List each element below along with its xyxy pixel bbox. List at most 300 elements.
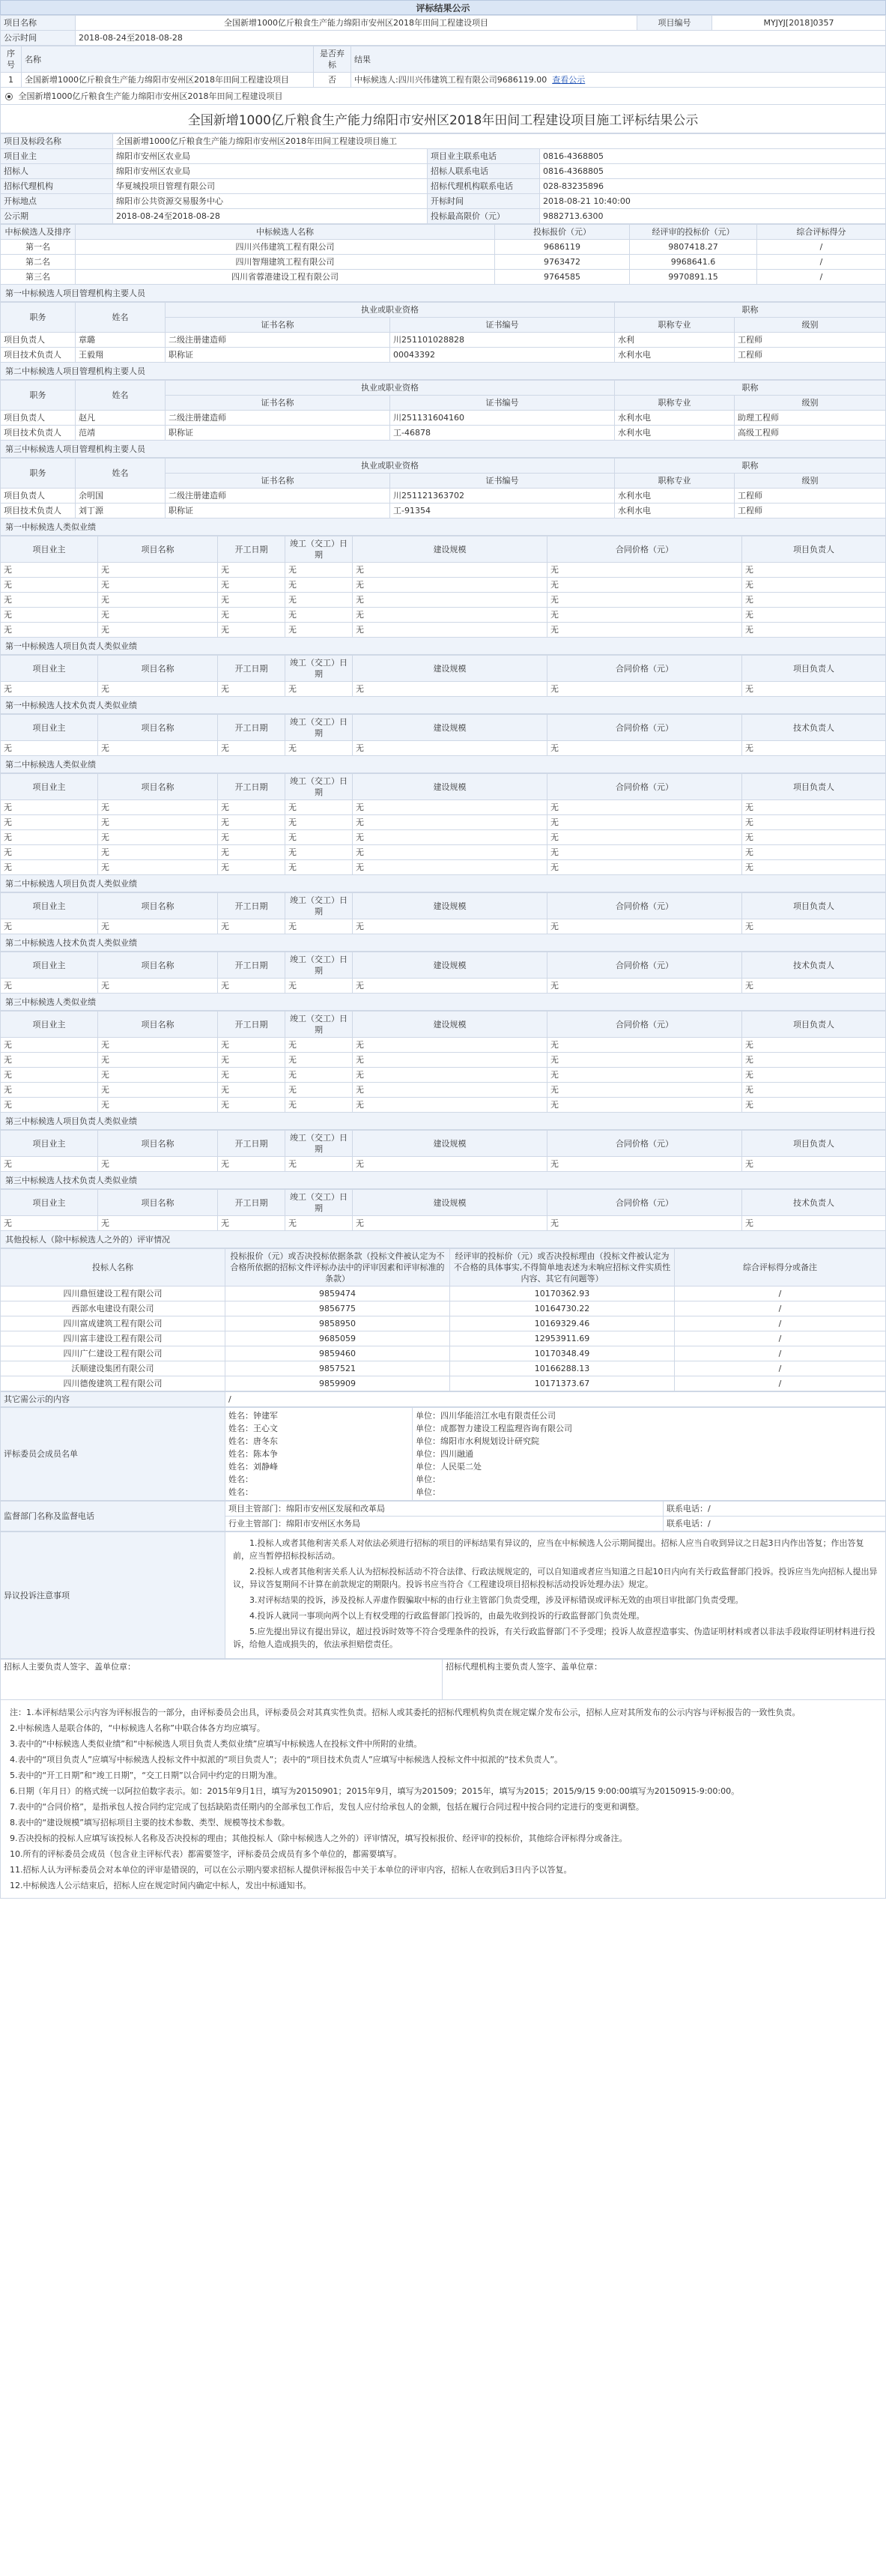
owner-phone-value: 0816-4368805 bbox=[540, 149, 886, 164]
perf-cell: 无 bbox=[1, 1038, 98, 1053]
note-item: 6.日期（年月日）的格式统一以阿拉伯数字表示。如：2015年9月1日，填写为20150901；2015年9月，填写为201509；2015年，填写为2015；2015/9/15 9:00:00填写为20150915-9:00:00。 bbox=[10, 1786, 740, 1796]
perf-cell: 无 bbox=[742, 800, 886, 815]
perf-cell: 无 bbox=[547, 741, 742, 756]
perf-col: 项目业主 bbox=[1, 715, 98, 741]
other-bidder-bid: 9859909 bbox=[225, 1376, 450, 1391]
project-name-label: 项目名称 bbox=[1, 16, 76, 31]
ph-cert-group: 执业或职业资格 bbox=[166, 303, 615, 318]
perf-cell: 无 bbox=[98, 608, 218, 623]
ph-cert-group: 执业或职业资格 bbox=[166, 381, 615, 396]
perf-cell: 无 bbox=[218, 1083, 285, 1098]
perf-cell: 无 bbox=[98, 623, 218, 638]
perf-cell: 无 bbox=[547, 815, 742, 830]
person-level: 高级工程师 bbox=[735, 426, 886, 441]
perf-cell: 无 bbox=[1, 682, 98, 697]
sections-list-table bbox=[0, 46, 886, 88]
perf-cell: 无 bbox=[285, 1083, 353, 1098]
period-value: 2018-08-24至2018-08-28 bbox=[113, 209, 428, 224]
objection-label: 异议投诉注意事项 bbox=[1, 1532, 225, 1659]
candidate-score: / bbox=[757, 240, 886, 255]
personnel-row bbox=[1, 333, 886, 348]
perf-col: 竣工（交工）日期 bbox=[285, 536, 353, 563]
performance-heading: 第一中标候选人技术负责人类似业绩 bbox=[0, 697, 886, 714]
other-bidder-row bbox=[1, 1301, 886, 1316]
member-unit: 单位： bbox=[416, 1475, 440, 1484]
perf-cell: 无 bbox=[285, 800, 353, 815]
dept1-label: 项目主管部门： bbox=[228, 1504, 286, 1514]
note-item: 2.中标候选人是联合体的，“中标候选人名称”中联合体各方均应填写。 bbox=[10, 1723, 265, 1733]
perf-col: 合同价格（元） bbox=[547, 656, 742, 682]
performance-heading: 第三中标候选人项目负责人类似业绩 bbox=[0, 1113, 886, 1130]
publicity-time-value: 2018-08-24至2018-08-28 bbox=[76, 31, 886, 46]
personnel-table bbox=[0, 380, 886, 441]
perf-col: 建设规模 bbox=[353, 1190, 547, 1216]
others-col-eval: 经评审的投标价（元）或否决投标理由（投标文件被认定为不合格的具体事实,不得简单地表述为未响应招标文件实质性内容、其它有问题等） bbox=[450, 1249, 675, 1287]
perf-cell: 无 bbox=[742, 830, 886, 845]
perf-cell: 无 bbox=[353, 741, 547, 756]
person-major: 水利 bbox=[615, 333, 735, 348]
perf-cell: 无 bbox=[285, 578, 353, 593]
performance-row bbox=[1, 919, 886, 934]
perf-cell: 无 bbox=[285, 608, 353, 623]
ph-major: 职称专业 bbox=[615, 318, 735, 333]
owner-value: 绵阳市安州区农业局 bbox=[113, 149, 428, 164]
perf-col: 项目名称 bbox=[98, 952, 218, 979]
perf-cell: 无 bbox=[1, 563, 98, 578]
performance-table bbox=[0, 655, 886, 697]
perf-col: 合同价格（元） bbox=[547, 774, 742, 800]
perf-cell: 无 bbox=[742, 1053, 886, 1068]
performance-table bbox=[0, 1011, 886, 1113]
section-selector[interactable] bbox=[0, 88, 886, 105]
personnel-row bbox=[1, 348, 886, 363]
committee-label: 评标委员会成员名单 bbox=[1, 1408, 225, 1501]
note-item: 3.表中的“中标候选人类似业绩”和“中标候选人项目负责人类似业绩”应填写中标候选人在投标文件中所附的业绩。 bbox=[10, 1739, 422, 1749]
perf-col: 竣工（交工）日期 bbox=[285, 1012, 353, 1038]
candidates-body bbox=[1, 240, 886, 285]
perf-cell: 无 bbox=[742, 919, 886, 934]
perf-cell: 无 bbox=[353, 608, 547, 623]
personnel-table bbox=[0, 302, 886, 363]
perf-cell: 无 bbox=[218, 1098, 285, 1113]
cand-col-bid: 投标报价（元） bbox=[495, 225, 630, 240]
member-unit: 单位：四川华能涪江水电有限责任公司 bbox=[416, 1411, 556, 1421]
performance-table bbox=[0, 1189, 886, 1231]
perf-cell: 无 bbox=[1, 1083, 98, 1098]
ph-cert-no: 证书编号 bbox=[390, 396, 615, 411]
others-col-note: 综合评标得分或备注 bbox=[675, 1249, 886, 1287]
perf-col: 开工日期 bbox=[218, 952, 285, 979]
perf-cell: 无 bbox=[1, 1216, 98, 1231]
member-name: 姓名： bbox=[228, 1487, 253, 1497]
perf-cell: 无 bbox=[285, 1098, 353, 1113]
perf-cell: 无 bbox=[353, 563, 547, 578]
perf-col: 项目业主 bbox=[1, 1012, 98, 1038]
other-bidder-row bbox=[1, 1346, 886, 1361]
perf-col: 合同价格（元） bbox=[547, 893, 742, 919]
other-bidder-name: 四川富丰建设工程有限公司 bbox=[1, 1331, 225, 1346]
perf-cell: 无 bbox=[1, 1053, 98, 1068]
owner-label: 项目业主 bbox=[1, 149, 113, 164]
perf-col: 建设规模 bbox=[353, 715, 547, 741]
place-label: 开标地点 bbox=[1, 194, 113, 209]
perf-cell: 无 bbox=[547, 845, 742, 860]
performance-table bbox=[0, 1130, 886, 1172]
perf-cell: 无 bbox=[547, 830, 742, 845]
perf-col: 建设规模 bbox=[353, 952, 547, 979]
perf-cell: 无 bbox=[98, 845, 218, 860]
note-item: 注：1.本评标结果公示内容为评标报告的一部分，由评标委员会出具，评标委员会对其真实性负责。招标人或其委托的招标代理机构负责在规定媒介发布公示，招标人应对其所发布的公示内容与评标报告的一致性负责。 bbox=[10, 1708, 801, 1717]
signature-left: 招标人主要负责人签字、盖单位章： bbox=[1, 1660, 443, 1700]
other-bidder-row bbox=[1, 1361, 886, 1376]
performance-row bbox=[1, 623, 886, 638]
person-name: 刘丁源 bbox=[76, 504, 166, 518]
perf-cell: 无 bbox=[218, 593, 285, 608]
perf-cell: 无 bbox=[742, 815, 886, 830]
perf-cell: 无 bbox=[98, 1216, 218, 1231]
perf-col: 项目业主 bbox=[1, 1131, 98, 1157]
candidates-table bbox=[0, 224, 886, 285]
performance-row bbox=[1, 1053, 886, 1068]
perf-cell: 无 bbox=[98, 1068, 218, 1083]
perf-cell: 无 bbox=[1, 578, 98, 593]
objection-item: 2.投标人或者其他利害关系人认为招标投标活动不符合法律、行政法规规定的，可以自知道或者应当知道之日起10日内向有关行政监督部门投诉。投诉应当先向招标人提出异议，异议答复期间不计算在前款规定的期限内。投诉书应当符合《工程建设项目招标投标活动投诉处理办法》规定。 bbox=[233, 1567, 878, 1589]
col-no: 序号 bbox=[1, 46, 22, 73]
project-no-value: MYJYJ[2018]0357 bbox=[712, 16, 886, 31]
perf-cell: 无 bbox=[742, 593, 886, 608]
perf-cell: 无 bbox=[285, 845, 353, 860]
perf-cell: 无 bbox=[742, 1216, 886, 1231]
notes-block bbox=[0, 1700, 886, 1899]
open-time-label: 开标时间 bbox=[428, 194, 540, 209]
perf-cell: 无 bbox=[742, 1083, 886, 1098]
objection-item: 5.应先提出异议有提出异议，超过投诉时效等不符合受理条件的投诉，有关行政监督部门不予受理；投诉人故意捏造事实、伪造证明材料或者以非法手段取得证明材料进行投诉，给他人造成损失的，依法承担赔偿责任。 bbox=[233, 1627, 876, 1649]
note-item: 10.所有的评标委员会成员（包含业主评标代表）都需要签字，评标委员会成员有多个单位的，都需要填写。 bbox=[10, 1849, 402, 1859]
perf-cell: 无 bbox=[98, 800, 218, 815]
perf-col: 项目名称 bbox=[98, 1012, 218, 1038]
committee-units bbox=[413, 1408, 886, 1501]
note-item: 4.表中的“项目负责人”应填写中标候选人投标文件中拟派的“项目负责人”；表中的“项目技术负责人”应填写中标候选人投标文件中拟派的“技术负责人”。 bbox=[10, 1755, 563, 1765]
radio-selected-icon[interactable] bbox=[5, 93, 13, 100]
perf-cell: 无 bbox=[1, 800, 98, 815]
others-col-name: 投标人名称 bbox=[1, 1249, 225, 1287]
objection-item: 1.投标人或者其他利害关系人对依法必须进行招标的项目的评标结果有异议的，应当在中标候选人公示期间提出。招标人应当自收到异议之日起3日内作出答复；作出答复前，应当暂停招标投标活动。 bbox=[233, 1538, 864, 1561]
member-name: 姓名：唐冬东 bbox=[228, 1436, 278, 1446]
cand-col-score: 综合评标得分 bbox=[757, 225, 886, 240]
dept1-cell bbox=[225, 1502, 664, 1517]
other-bidder-name: 四川富成建筑工程有限公司 bbox=[1, 1316, 225, 1331]
others-body bbox=[1, 1287, 886, 1391]
selected-section-label: 全国新增1000亿斤粮食生产能力绵阳市安州区2018年田间工程建设项目 bbox=[18, 91, 283, 101]
section-row bbox=[1, 73, 886, 88]
perf-cell: 无 bbox=[353, 1098, 547, 1113]
committee-body bbox=[1, 1408, 886, 1501]
perf-cell: 无 bbox=[98, 860, 218, 875]
perf-col: 技术负责人 bbox=[742, 1190, 886, 1216]
performance-heading: 第二中标候选人项目负责人类似业绩 bbox=[0, 875, 886, 892]
personnel-row bbox=[1, 489, 886, 504]
ph-title-group: 职称 bbox=[615, 381, 886, 396]
section-name: 全国新增1000亿斤粮食生产能力绵阳市安州区2018年田间工程建设项目 bbox=[22, 73, 314, 88]
perf-cell: 无 bbox=[742, 1038, 886, 1053]
cand-col-rank: 中标候选人及排序 bbox=[1, 225, 76, 240]
perf-cell: 无 bbox=[547, 608, 742, 623]
perf-cell: 无 bbox=[218, 830, 285, 845]
perf-cell: 无 bbox=[285, 979, 353, 994]
performance-heading: 第三中标候选人类似业绩 bbox=[0, 994, 886, 1011]
perf-cell: 无 bbox=[353, 578, 547, 593]
perf-col: 项目名称 bbox=[98, 536, 218, 563]
perf-cell: 无 bbox=[547, 1083, 742, 1098]
perf-col: 开工日期 bbox=[218, 715, 285, 741]
ph-cert-name: 证书名称 bbox=[166, 396, 390, 411]
ph-major: 职称专业 bbox=[615, 474, 735, 489]
perf-cell: 无 bbox=[285, 682, 353, 697]
other-bidder-eval: 10166288.13 bbox=[450, 1361, 675, 1376]
performance-row bbox=[1, 860, 886, 875]
perf-cell: 无 bbox=[547, 1053, 742, 1068]
project-owner-value: 全国新增1000亿斤粮食生产能力绵阳市安州区2018年田间工程建设项目施工 bbox=[113, 134, 886, 149]
other-bidder-note: / bbox=[675, 1346, 886, 1361]
others-col-bid: 投标报价（元）或否决投标依据条款（投标文件被认定为不合格所依据的招标文件评标办法中的评审因素和评审标准的条款） bbox=[225, 1249, 450, 1287]
perf-cell: 无 bbox=[353, 845, 547, 860]
performance-heading: 第一中标候选人类似业绩 bbox=[0, 518, 886, 536]
perf-col: 项目业主 bbox=[1, 774, 98, 800]
perf-cell: 无 bbox=[742, 1068, 886, 1083]
performance-heading: 第一中标候选人项目负责人类似业绩 bbox=[0, 638, 886, 655]
ph-name: 姓名 bbox=[76, 381, 166, 411]
perf-cell: 无 bbox=[98, 1098, 218, 1113]
perf-cell: 无 bbox=[547, 860, 742, 875]
perf-cell: 无 bbox=[98, 593, 218, 608]
other-bidder-row bbox=[1, 1376, 886, 1391]
member-name: 姓名：钟建军 bbox=[228, 1411, 278, 1421]
person-cert-no: 川251131604160 bbox=[390, 411, 615, 426]
person-cert: 二级注册建造师 bbox=[166, 411, 390, 426]
other-bidder-bid: 9685059 bbox=[225, 1331, 450, 1346]
candidate-row bbox=[1, 240, 886, 255]
perf-cell: 无 bbox=[547, 623, 742, 638]
personnel-row bbox=[1, 411, 886, 426]
member-name: 姓名：王心文 bbox=[228, 1424, 278, 1433]
perf-col: 建设规模 bbox=[353, 1012, 547, 1038]
person-cert-no: 工-46878 bbox=[390, 426, 615, 441]
other-bidder-eval: 10164730.22 bbox=[450, 1301, 675, 1316]
period-label: 公示期 bbox=[1, 209, 113, 224]
supervision-table bbox=[0, 1501, 886, 1532]
other-bidder-row bbox=[1, 1316, 886, 1331]
person-name: 赵凡 bbox=[76, 411, 166, 426]
person-cert: 职称证 bbox=[166, 504, 390, 518]
member-unit: 单位：绵阳市水利规划设计研究院 bbox=[416, 1436, 539, 1446]
view-notice-link[interactable]: 查看公示 bbox=[552, 75, 586, 85]
person-name: 范靖 bbox=[76, 426, 166, 441]
personnel-container bbox=[0, 285, 886, 518]
other-bidder-eval: 10169329.46 bbox=[450, 1316, 675, 1331]
objection-item: 3.对评标结果的投诉，涉及投标人弄虚作假骗取中标的由行业主管部门负责受理，涉及评标错误或评标无效的由项目审批部门负责受理。 bbox=[249, 1595, 744, 1605]
perf-col: 建设规模 bbox=[353, 656, 547, 682]
candidate-row bbox=[1, 255, 886, 270]
performance-heading: 第二中标候选人技术负责人类似业绩 bbox=[0, 934, 886, 952]
person-name: 王毅翔 bbox=[76, 348, 166, 363]
other-bidder-eval: 12953911.69 bbox=[450, 1331, 675, 1346]
perf-cell: 无 bbox=[353, 1083, 547, 1098]
perf-col: 项目负责人 bbox=[742, 1012, 886, 1038]
other-content-label: 其它需公示的内容 bbox=[1, 1392, 225, 1407]
perf-col: 技术负责人 bbox=[742, 952, 886, 979]
perf-cell: 无 bbox=[742, 1157, 886, 1172]
other-bidder-name: 四川鼎恒建设工程有限公司 bbox=[1, 1287, 225, 1301]
perf-cell: 无 bbox=[218, 578, 285, 593]
person-major: 水利水电 bbox=[615, 426, 735, 441]
other-bidder-name: 西部水电建设有限公司 bbox=[1, 1301, 225, 1316]
perf-cell: 无 bbox=[285, 830, 353, 845]
performance-row bbox=[1, 1068, 886, 1083]
cand-col-name: 中标候选人名称 bbox=[76, 225, 495, 240]
perf-cell: 无 bbox=[742, 682, 886, 697]
person-level: 工程师 bbox=[735, 489, 886, 504]
perf-col: 项目业主 bbox=[1, 1190, 98, 1216]
perf-col: 项目业主 bbox=[1, 952, 98, 979]
perf-cell: 无 bbox=[98, 1038, 218, 1053]
perf-cell: 无 bbox=[1, 1157, 98, 1172]
ph-cert-name: 证书名称 bbox=[166, 318, 390, 333]
open-time-value: 2018-08-21 10:40:00 bbox=[540, 194, 886, 209]
perf-cell: 无 bbox=[1, 741, 98, 756]
member-unit: 单位：四川融通 bbox=[416, 1449, 473, 1459]
other-bidder-note: / bbox=[675, 1287, 886, 1301]
candidate-score: / bbox=[757, 270, 886, 285]
perf-cell: 无 bbox=[218, 682, 285, 697]
performance-row bbox=[1, 608, 886, 623]
perf-cell: 无 bbox=[285, 1216, 353, 1231]
perf-cell: 无 bbox=[353, 815, 547, 830]
person-duty: 项目技术负责人 bbox=[1, 348, 76, 363]
col-abandon: 是否弃标 bbox=[314, 46, 351, 73]
perf-cell: 无 bbox=[218, 741, 285, 756]
perf-cell: 无 bbox=[1, 1068, 98, 1083]
person-major: 水利水电 bbox=[615, 348, 735, 363]
perf-col: 合同价格（元） bbox=[547, 1131, 742, 1157]
note-item: 5.表中的“开工日期”和“竣工日期”，“交工日期”以合同中约定的日期为准。 bbox=[10, 1771, 282, 1780]
candidate-eval: 9970891.15 bbox=[630, 270, 757, 285]
objection-table bbox=[0, 1532, 886, 1659]
perf-cell: 无 bbox=[547, 1098, 742, 1113]
perf-col: 项目名称 bbox=[98, 656, 218, 682]
perf-cell: 无 bbox=[353, 860, 547, 875]
ph-duty: 职务 bbox=[1, 381, 76, 411]
perf-col: 开工日期 bbox=[218, 536, 285, 563]
person-cert-no: 工-91354 bbox=[390, 504, 615, 518]
candidate-eval: 9807418.27 bbox=[630, 240, 757, 255]
performance-heading: 第三中标候选人技术负责人类似业绩 bbox=[0, 1172, 886, 1189]
member-name: 姓名： bbox=[228, 1475, 253, 1484]
perf-col: 开工日期 bbox=[218, 1190, 285, 1216]
tenderee-phone-label: 招标人联系电话 bbox=[428, 164, 540, 179]
perf-cell: 无 bbox=[742, 979, 886, 994]
ph-title-group: 职称 bbox=[615, 459, 886, 474]
perf-col: 建设规模 bbox=[353, 893, 547, 919]
perf-cell: 无 bbox=[218, 1157, 285, 1172]
perf-cell: 无 bbox=[353, 800, 547, 815]
other-content-value: / bbox=[225, 1392, 886, 1407]
member-unit: 单位：人民渠二处 bbox=[416, 1462, 482, 1472]
perf-cell: 无 bbox=[218, 815, 285, 830]
perf-col: 开工日期 bbox=[218, 893, 285, 919]
dept1-value: 绵阳市安州区发展和改革局 bbox=[286, 1504, 385, 1514]
perf-cell: 无 bbox=[218, 563, 285, 578]
perf-cell: 无 bbox=[1, 845, 98, 860]
other-bidder-bid: 9858950 bbox=[225, 1316, 450, 1331]
perf-cell: 无 bbox=[547, 800, 742, 815]
perf-col: 建设规模 bbox=[353, 774, 547, 800]
perf-col: 合同价格（元） bbox=[547, 1012, 742, 1038]
other-bidder-note: / bbox=[675, 1316, 886, 1331]
ph-name: 姓名 bbox=[76, 459, 166, 489]
perf-cell: 无 bbox=[218, 919, 285, 934]
perf-col: 竣工（交工）日期 bbox=[285, 656, 353, 682]
max-price-value: 9882713.6300 bbox=[540, 209, 886, 224]
perf-cell: 无 bbox=[285, 593, 353, 608]
candidate-rank: 第三名 bbox=[1, 270, 76, 285]
perf-col: 项目名称 bbox=[98, 1190, 218, 1216]
ph-level: 级别 bbox=[735, 396, 886, 411]
ph-duty: 职务 bbox=[1, 303, 76, 333]
person-level: 工程师 bbox=[735, 348, 886, 363]
performance-row bbox=[1, 1216, 886, 1231]
perf-cell: 无 bbox=[1, 608, 98, 623]
perf-col: 合同价格（元） bbox=[547, 952, 742, 979]
performance-row bbox=[1, 563, 886, 578]
perf-cell: 无 bbox=[353, 1216, 547, 1231]
performance-row bbox=[1, 1038, 886, 1053]
note-item: 11.招标人认为评标委员会对本单位的评审是错误的，可以在公示期内要求招标人提供评标报告中关于本单位的评审内容，招标人在收到后3日内予以答复。 bbox=[10, 1865, 572, 1875]
perf-cell: 无 bbox=[218, 800, 285, 815]
perf-col: 项目负责人 bbox=[742, 536, 886, 563]
tenderee-phone-value: 0816-4368805 bbox=[540, 164, 886, 179]
perf-col: 合同价格（元） bbox=[547, 536, 742, 563]
objection-items bbox=[225, 1532, 886, 1659]
perf-cell: 无 bbox=[353, 830, 547, 845]
perf-cell: 无 bbox=[353, 1157, 547, 1172]
member-name: 姓名：刘静峰 bbox=[228, 1462, 278, 1472]
performance-container bbox=[0, 518, 886, 1231]
perf-cell: 无 bbox=[1, 1098, 98, 1113]
perf-cell: 无 bbox=[547, 1216, 742, 1231]
perf-col: 开工日期 bbox=[218, 1012, 285, 1038]
performance-row bbox=[1, 1157, 886, 1172]
person-level: 助理工程师 bbox=[735, 411, 886, 426]
perf-cell: 无 bbox=[1, 979, 98, 994]
other-bidder-eval: 10170348.49 bbox=[450, 1346, 675, 1361]
ph-cert-no: 证书编号 bbox=[390, 318, 615, 333]
perf-cell: 无 bbox=[218, 979, 285, 994]
perf-col: 竣工（交工）日期 bbox=[285, 715, 353, 741]
ph-major: 职称专业 bbox=[615, 396, 735, 411]
person-major: 水利水电 bbox=[615, 504, 735, 518]
perf-col: 项目业主 bbox=[1, 536, 98, 563]
other-bidder-row bbox=[1, 1287, 886, 1301]
other-bidder-bid: 9859474 bbox=[225, 1287, 450, 1301]
perf-cell: 无 bbox=[547, 919, 742, 934]
col-name: 名称 bbox=[22, 46, 314, 73]
person-cert: 二级注册建造师 bbox=[166, 489, 390, 504]
perf-cell: 无 bbox=[742, 608, 886, 623]
perf-cell: 无 bbox=[742, 845, 886, 860]
candidate-rank: 第二名 bbox=[1, 255, 76, 270]
perf-cell: 无 bbox=[218, 860, 285, 875]
page-title: 评标结果公示 bbox=[0, 0, 886, 15]
